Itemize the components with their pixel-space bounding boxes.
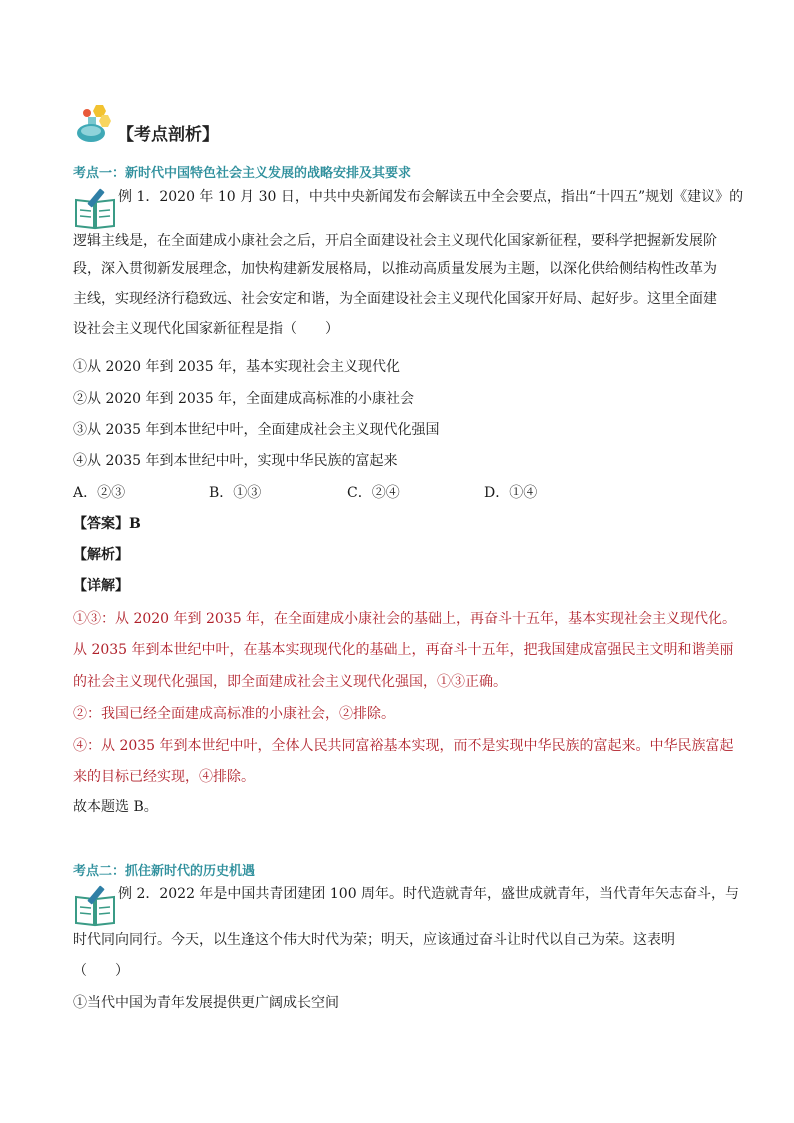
option-c: C．②④ <box>347 485 400 501</box>
option-d: D．①④ <box>484 485 538 501</box>
book-pencil-icon <box>73 883 117 927</box>
example1-line-1: 例 1．2020 年 10 月 30 日，中共中央新闻发布会解读五中全会要点，指出“十四五”规划《建议》的 <box>118 189 744 205</box>
option-a: A．②③ <box>73 485 126 501</box>
detail-label: 【详解】 <box>73 578 129 594</box>
section-title: 【考点剖析】 <box>117 125 219 145</box>
flask-icon <box>74 103 114 143</box>
option-b: B．①③ <box>209 485 262 501</box>
example1-line-2: 逻辑主线是，在全面建成小康社会之后，开启全面建设社会主义现代化国家新征程，要科学把握新发展阶 <box>73 233 717 249</box>
example1-line-5: 设社会主义现代化国家新征程是指（ ） <box>73 321 339 337</box>
example2-statement-1: ①当代中国为青年发展提供更广阔成长空间 <box>73 995 339 1011</box>
example1-line-3: 段，深入贯彻新发展理念，加快构建新发展格局，以推动高质量发展为主题，以深化供给侧结构性改革为 <box>73 261 717 277</box>
section-header-icon <box>74 103 114 143</box>
detail-line-4: ②：我国已经全面建成高标准的小康社会，②排除。 <box>73 706 395 722</box>
example2-line-3: （ ） <box>73 963 129 979</box>
detail-line-2: 从 2035 年到本世纪中叶，在基本实现现代化的基础上，再奋斗十五年，把我国建成富强民主文明和谐美丽 <box>73 642 734 658</box>
detail-line-5: ④：从 2035 年到本世纪中叶，全体人民共同富裕基本实现，而不是实现中华民族的富起来。中华民族富起 <box>73 738 734 754</box>
statement-4: ④从 2035 年到本世纪中叶，实现中华民族的富起来 <box>73 453 398 469</box>
statement-1: ①从 2020 年到 2035 年，基本实现社会主义现代化 <box>73 359 401 375</box>
answer: 【答案】B <box>73 516 141 532</box>
example2-line-1: 例 2．2022 年是中国共青团建团 100 周年。时代造就青年，盛世成就青年，当代青年矢志奋斗，与 <box>118 886 740 902</box>
kaodian1-title: 考点一：新时代中国特色社会主义发展的战略安排及其要求 <box>73 166 412 181</box>
analysis-label: 【解析】 <box>73 547 129 563</box>
detail-line-3: 的社会主义现代化强国，即全面建成社会主义现代化强国，①③正确。 <box>73 674 507 690</box>
statement-2: ②从 2020 年到 2035 年，全面建成高标准的小康社会 <box>73 391 415 407</box>
example2-line-2: 时代同向同行。今天，以生逢这个伟大时代为荣；明天，应该通过奋斗让时代以自己为荣。这表明 <box>73 932 675 948</box>
detail-line-6: 来的目标已经实现，④排除。 <box>73 769 255 785</box>
kaodian2-title: 考点二：抓住新时代的历史机遇 <box>73 864 256 879</box>
book-pencil-icon <box>73 186 117 230</box>
conclusion: 故本题选 B。 <box>73 799 158 815</box>
detail-line-1: ①③：从 2020 年到 2035 年，在全面建成小康社会的基础上，再奋斗十五年，基本实现社会主义现代化。 <box>73 611 737 627</box>
statement-3: ③从 2035 年到本世纪中叶，全面建成社会主义现代化强国 <box>73 422 440 438</box>
example1-line-4: 主线，实现经济行稳致远、社会安定和谐，为全面建设社会主义现代化国家开好局、起好步。这里全面建 <box>73 291 717 307</box>
